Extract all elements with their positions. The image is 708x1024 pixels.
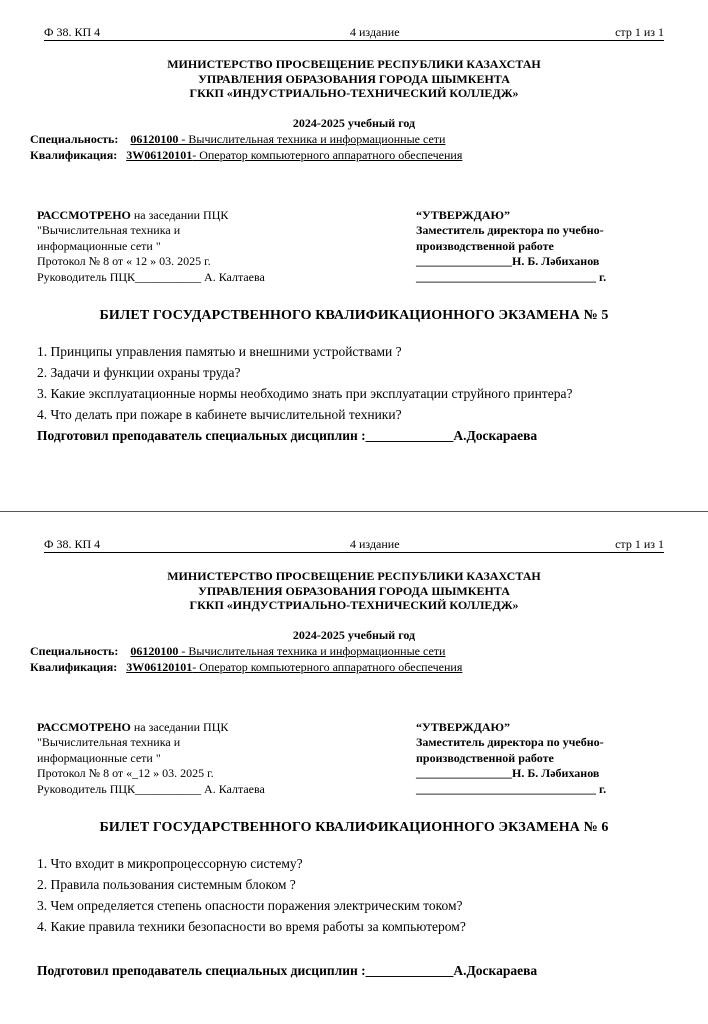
question-item: 1. Что входит в микропроцессорную систему? — [37, 856, 303, 871]
specialty-code: 06120100 — [130, 644, 179, 658]
approved-block: “УТВЕРЖДАЮ” Заместитель директора по учебно- производственной работе ________________Н. Б. Лəбиханов ______________________________ г. — [416, 720, 676, 797]
college-line: ГККП «ИНДУСТРИАЛЬНО-ТЕХНИЧЕСКИЙ КОЛЛЕДЖ» — [189, 86, 519, 100]
specialty-line — [30, 132, 445, 147]
qualification-label: Квалификация: — [30, 660, 118, 674]
cut-line — [0, 511, 708, 512]
qualification-line — [30, 148, 462, 163]
approved-block: “УТВЕРЖДАЮ” Заместитель директора по учебно- производственной работе ________________Н. Б. Лəбиханов ______________________________ г. — [416, 208, 676, 285]
reviewed-block: РАССМОТРЕНО на заседании ПЦК "Вычислительная техника и информационные сети " Протокол № 8 от «_12 » 03. 2025 г. Руководитель ПЦК___________ А. Калтаева — [37, 720, 367, 797]
approved-title: “УТВЕРЖДАЮ” — [416, 720, 511, 734]
question-item: 1. Принципы управления памятью и внешними устройствами ? — [37, 344, 402, 359]
reviewed-title: РАССМОТРЕНО — [37, 720, 131, 734]
protocol-line: Протокол № 8 от «_12 » 03. 2025 г. — [37, 766, 214, 781]
prepared-by: Подготовил преподаватель специальных дисциплин :_____________А.Доскараева — [37, 963, 538, 978]
form-code: Ф 38. КП 4 — [44, 537, 101, 551]
ministry-line: МИНИСТЕРСТВО ПРОСВЕЩЕНИЕ РЕСПУБЛИКИ КАЗАХСТАН — [167, 57, 541, 71]
specialty-name: - Вычислительная техника и информационные сети — [178, 644, 446, 658]
question-item: 3. Какие эксплуатационные нормы необходимо знать при эксплуатации струйного принтера? — [37, 386, 573, 401]
specialty-label: Специальность: — [30, 132, 119, 146]
form-code: Ф 38. КП 4 — [44, 25, 101, 39]
college-line: ГККП «ИНДУСТРИАЛЬНО-ТЕХНИЧЕСКИЙ КОЛЛЕДЖ» — [189, 598, 519, 612]
ministry-line: МИНИСТЕРСТВО ПРОСВЕЩЕНИЕ РЕСПУБЛИКИ КАЗАХСТАН — [167, 569, 541, 583]
question-list — [37, 853, 677, 937]
pck-head-line: Руководитель ПЦК___________ А. Калтаева — [37, 781, 265, 796]
qualification-line — [30, 660, 462, 675]
prepared-by: Подготовил преподаватель специальных дисциплин :_____________А.Доскараева — [37, 428, 538, 443]
document-header — [44, 24, 664, 41]
question-item: 2. Задачи и функции охраны труда? — [37, 365, 241, 380]
date-line: ______________________________ г. — [416, 269, 607, 284]
page-number: стр 1 из 1 — [615, 25, 664, 39]
department-line: УПРАВЛЕНИЯ ОБРАЗОВАНИЯ ГОРОДА ШЫМКЕНТА — [198, 583, 510, 598]
specialty-name: - Вычислительная техника и информационные сети — [178, 132, 446, 146]
organization-block — [0, 569, 708, 613]
qualification-code: 3W06120101 — [126, 148, 193, 162]
signature-line: ________________Н. Б. Лəбиханов — [416, 254, 600, 269]
specialty-line — [30, 644, 445, 659]
pck-head-line: Руководитель ПЦК___________ А. Калтаева — [37, 269, 265, 284]
question-item: 4. Что делать при пожаре в кабинете вычислительной техники? — [37, 407, 402, 422]
page-number: стр 1 из 1 — [615, 537, 664, 551]
reviewed-title: РАССМОТРЕНО — [37, 208, 131, 222]
edition: 4 издание — [350, 537, 400, 551]
academic-year: 2024-2025 учебный год — [292, 116, 416, 130]
specialty-code: 06120100 — [130, 132, 179, 146]
edition: 4 издание — [350, 25, 400, 39]
reviewed-block: РАССМОТРЕНО на заседании ПЦК "Вычислительная техника и информационные сети " Протокол № 8 от « 12 » 03. 2025 г. Руководитель ПЦК___________ А. Калтаева — [37, 208, 367, 285]
question-item: 3. Чем определяется степень опасности поражения электрическим током? — [37, 898, 463, 913]
qualification-name: - Оператор компьютерного аппаратного обеспечения — [192, 148, 463, 162]
ticket-title: БИЛЕТ ГОСУДАРСТВЕННОГО КВАЛИФИКАЦИОННОГО ЭКЗАМЕНА № 6 — [99, 820, 609, 835]
document-header — [44, 536, 664, 553]
approved-title: “УТВЕРЖДАЮ” — [416, 208, 511, 222]
academic-year: 2024-2025 учебный год — [292, 628, 416, 642]
ticket-title: БИЛЕТ ГОСУДАРСТВЕННОГО КВАЛИФИКАЦИОННОГО ЭКЗАМЕНА № 5 — [99, 308, 609, 323]
department-line: УПРАВЛЕНИЯ ОБРАЗОВАНИЯ ГОРОДА ШЫМКЕНТА — [198, 71, 510, 86]
protocol-line: Протокол № 8 от « 12 » 03. 2025 г. — [37, 254, 211, 269]
question-item: 2. Правила пользования системным блоком ? — [37, 877, 296, 892]
question-list — [37, 341, 677, 425]
question-item: 4. Какие правила техники безопасности во время работы за компьютером? — [37, 919, 466, 934]
qualification-name: - Оператор компьютерного аппаратного обеспечения — [192, 660, 463, 674]
qualification-label: Квалификация: — [30, 148, 118, 162]
date-line: ______________________________ г. — [416, 781, 607, 796]
specialty-label: Специальность: — [30, 644, 119, 658]
signature-line: ________________Н. Б. Лəбиханов — [416, 766, 600, 781]
qualification-code: 3W06120101 — [126, 660, 193, 674]
organization-block — [0, 57, 708, 101]
